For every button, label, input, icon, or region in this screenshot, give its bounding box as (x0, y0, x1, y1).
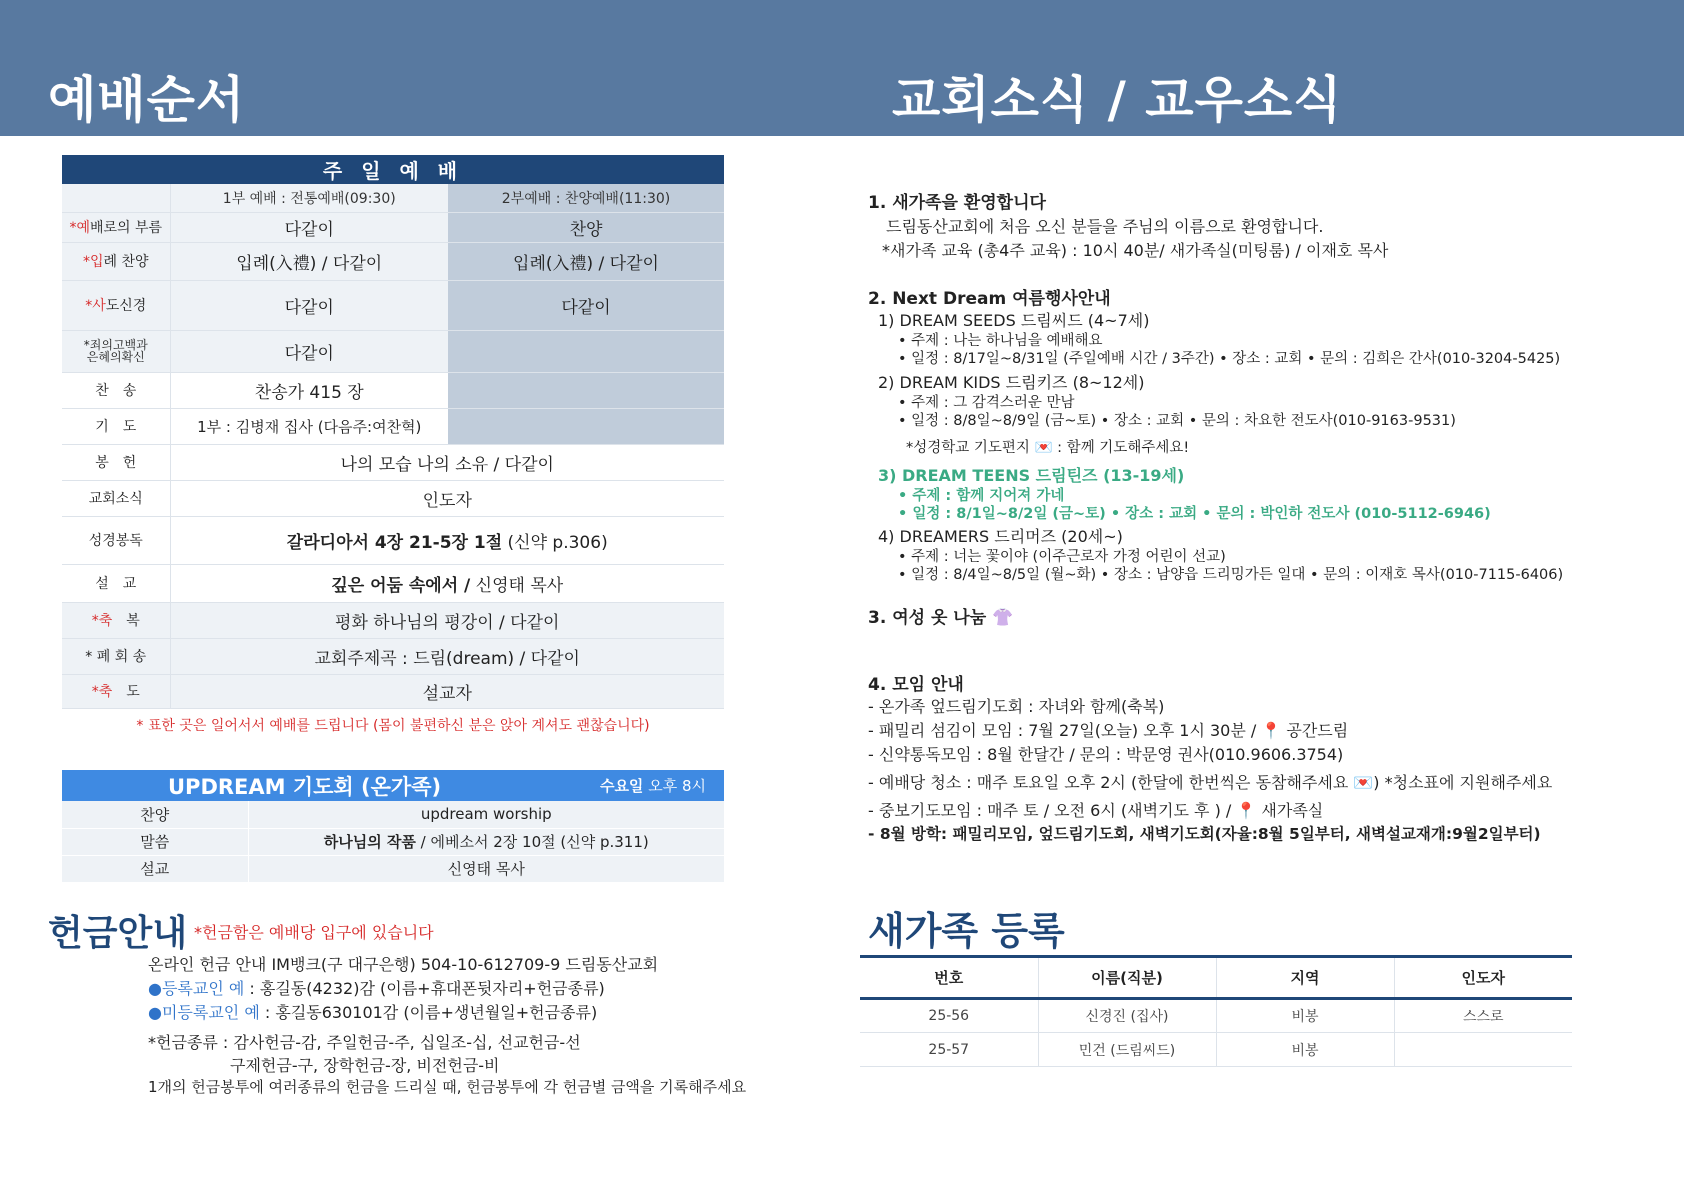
cell-guide: 스스로 (1394, 999, 1572, 1033)
col-header: 이름(직분) (1038, 957, 1216, 999)
updream-header (168, 770, 724, 801)
col-header: 인도자 (1394, 957, 1572, 999)
scripture-page: (신약 p.306) (502, 532, 608, 553)
service2-header: 2부예배 : 찬양예배(11:30) (448, 184, 724, 212)
row-label: 찬 송 (62, 372, 170, 408)
cell-region: 비봉 (1216, 999, 1394, 1033)
col-header: 지역 (1216, 957, 1394, 999)
sermon-value (170, 564, 724, 602)
service1-value: 다같이 (170, 212, 448, 242)
updream-value (248, 828, 724, 855)
updream-time (600, 775, 724, 796)
corner-cell (62, 184, 170, 212)
row-label (62, 330, 170, 372)
teens-theme: • 주제 : 함께 지어져 가네 (898, 488, 1065, 504)
service1-value: 찬송가 415 장 (170, 372, 448, 408)
row-label: *입례 찬양 (62, 242, 170, 280)
unregistered-example (148, 1000, 597, 1023)
new-family-table (860, 955, 1572, 1067)
meeting-item: - 중보기도모임 : 매주 토 / 오전 6시 (새벽기도 후 ) / 📍 새가족실 (868, 801, 1324, 820)
combined-value: 설교자 (170, 674, 724, 708)
kids-schedule: • 일정 : 8/8일~8/9일 (금~토) • 장소 : 교회 • 문의 : 차요한 전도사(010-9163-9531) (898, 413, 1456, 429)
service1-value: 1부 : 김병재 집사 (다음주:여찬혁) (170, 408, 448, 444)
seeds-title: 1) DREAM SEEDS 드림씨드 (4~7세) (878, 311, 1150, 330)
preacher: 신영태 목사 (470, 575, 564, 596)
table-row (860, 1033, 1572, 1067)
teens-title: 3) DREAM TEENS 드림틴즈 (13-19세) (878, 466, 1185, 485)
row-label-line2: 은혜의확신 (86, 350, 145, 364)
row-label: 교회소식 (62, 480, 170, 516)
updream-key: 말씀 (62, 828, 248, 855)
row-label: *사도신경 (62, 280, 170, 330)
standing-note: * 표한 곳은 일어서서 예배를 드립니다 (몸이 불편하신 분은 앉아 계셔도 괜찮습니다) (136, 718, 650, 734)
combined-value: 인도자 (170, 480, 724, 516)
updream-day: 수요일 (599, 777, 644, 795)
cell-name: 민건 (드림씨드) (1038, 1033, 1216, 1067)
header-banner (0, 0, 1684, 136)
row-label: *축 복 (62, 602, 170, 638)
service2-value (448, 330, 724, 372)
row-label: 봉 헌 (62, 444, 170, 480)
unregistered-label: ●미등록교인 예 (148, 1003, 260, 1022)
unregistered-text: : 홍길동630101감 (이름+생년월일+헌금종류) (259, 1003, 598, 1022)
message-title: 하나님의 작품 (323, 833, 416, 851)
seeds-schedule: • 일정 : 8/17일~8/31일 (주일예배 시간 / 3주간) • 장소 : 교회 • 문의 : 김희은 간사(010-3204-5425) (898, 351, 1561, 367)
sermon-title: 깊은 어둠 속에서 / (331, 575, 471, 596)
dreamers-title: 4) DREAMERS 드리머즈 (20세~) (878, 527, 1123, 546)
combined-value: 평화 하나님의 평강이 / 다같이 (170, 602, 724, 638)
kids-theme: • 주제 : 그 감격스러운 만남 (898, 395, 1075, 411)
service1-value: 다같이 (170, 280, 448, 330)
worship-title: 주 일 예 배 (62, 155, 724, 184)
updream-value: updream worship (248, 801, 724, 828)
seeds-theme: • 주제 : 나는 하나님을 예배해요 (898, 333, 1103, 349)
dreamers-schedule: • 일정 : 8/4일~8/5일 (월~화) • 장소 : 남양읍 드리밍가든 일대 • 문의 : 이재호 목사(010-7115-6406) (898, 567, 1564, 583)
row-label: 성경봉독 (62, 516, 170, 564)
scripture-ref: 갈라디아서 4장 21-5장 1절 (286, 532, 503, 553)
news-4-title: 4. 모임 안내 (868, 675, 964, 695)
offering-title: 헌금안내 (48, 913, 188, 954)
online-offering: 온라인 헌금 안내 IM뱅크(구 대구은행) 504-10-612709-9 드림동산교회 (148, 955, 659, 974)
news-2-title: 2. Next Dream 여름행사안내 (868, 289, 1111, 309)
registered-example (148, 976, 605, 999)
meeting-item: - 신약통독모임 : 8월 한달간 / 문의 : 박문영 권사(010.9606.3754) (868, 745, 1344, 764)
news-1-line: *새가족 교육 (총4주 교육) : 10시 40분/ 새가족실(미팅룸) / 이재호 목사 (882, 241, 1389, 260)
worship-order-title: 예배순서 (48, 71, 246, 129)
service2-value: 다같이 (448, 280, 724, 330)
cell-name: 신경진 (집사) (1038, 999, 1216, 1033)
cell-guide (1394, 1033, 1572, 1067)
news-1-line: 드림동산교회에 처음 오신 분들을 주님의 이름으로 환영합니다. (886, 217, 1324, 236)
row-label: 설 교 (62, 564, 170, 602)
scripture-value (170, 516, 724, 564)
kids-letter: *성경학교 기도편지 💌 : 함께 기도해주세요! (906, 440, 1190, 456)
cell-number: 25-57 (860, 1033, 1038, 1067)
meeting-item: - 온가족 엎드림기도회 : 자녀와 함께(축복) (868, 697, 1165, 716)
updream-key: 찬양 (62, 801, 248, 828)
news-1-title: 1. 새가족을 환영합니다 (868, 193, 1046, 213)
combined-value: 나의 모습 나의 소유 / 다같이 (170, 444, 724, 480)
news-3-title: 3. 여성 옷 나눔 👚 (868, 608, 1014, 628)
registered-label: ●등록교인 예 (148, 979, 245, 998)
service1-value: 다같이 (170, 330, 448, 372)
cell-number: 25-56 (860, 999, 1038, 1033)
col-header: 번호 (860, 957, 1038, 999)
combined-value: 교회주제곡 : 드림(dream) / 다같이 (170, 638, 724, 674)
offering-guide: 1개의 헌금봉투에 여러종류의 헌금을 드리실 때, 헌금봉투에 각 헌금별 금액을 기록해주세요 (148, 1078, 747, 1096)
meeting-item: - 예배당 청소 : 매주 토요일 오후 2시 (한달에 한번씩은 동참해주세요 💌) *청소표에 지원해주세요 (868, 773, 1553, 792)
church-news-title: 교회소식 / 교우소식 (892, 71, 1343, 129)
new-family-title: 새가족 등록 (868, 909, 1065, 953)
row-label: *축 도 (62, 674, 170, 708)
service2-value: 입례(入禮) / 다같이 (448, 242, 724, 280)
teens-schedule: • 일정 : 8/1일~8/2일 (금~토) • 장소 : 교회 • 문의 : 박인하 전도사 (010-5112-6946) (898, 506, 1491, 522)
kids-title: 2) DREAM KIDS 드림키즈 (8~12세) (878, 373, 1145, 392)
offering-note: *헌금함은 예배당 입구에 있습니다 (194, 923, 434, 942)
row-label: *예배로의 부름 (62, 212, 170, 242)
meeting-item-vacation: - 8월 방학: 패밀리모임, 엎드림기도회, 새벽기도회(자율:8월 5일부터, 새벽설교재개:9월2일부터) (868, 825, 1541, 843)
row-label: * 폐 회 송 (62, 638, 170, 674)
updream-table (62, 770, 724, 883)
service2-value: 찬양 (448, 212, 724, 242)
service1-value: 입례(入禮) / 다같이 (170, 242, 448, 280)
table-header-row (860, 957, 1572, 999)
updream-hour: 오후 8시 (643, 777, 706, 795)
service2-value (448, 408, 724, 444)
meeting-item: - 패밀리 섬김이 모임 : 7월 27일(오늘) 오후 1시 30분 / 📍 공간드림 (868, 721, 1349, 740)
cell-region: 비봉 (1216, 1033, 1394, 1067)
offering-types-2: 구제헌금-구, 장학헌금-장, 비전헌금-비 (230, 1056, 500, 1075)
worship-table (62, 155, 724, 709)
updream-key: 설교 (62, 855, 248, 882)
dreamers-theme: • 주제 : 너는 꽃이야 (이주근로자 가정 어린이 선교) (898, 549, 1226, 565)
registered-text: : 홍길동(4232)감 (이름+휴대폰뒷자리+헌금종류) (244, 979, 605, 998)
service2-value (448, 372, 724, 408)
row-label: 기 도 (62, 408, 170, 444)
offering-types: *헌금종류 : 감사헌금-감, 주일헌금-주, 십일조-십, 선교헌금-선 (148, 1033, 581, 1052)
updream-value: 신영태 목사 (248, 855, 724, 882)
row-label-line1: *죄의고백과 (83, 338, 148, 352)
table-row (860, 999, 1572, 1033)
updream-title: UPDREAM 기도회 (온가족) (168, 774, 442, 799)
message-ref: / 에베소서 2장 10절 (신약 p.311) (415, 833, 649, 851)
service1-header: 1부 예배 : 전통예배(09:30) (170, 184, 448, 212)
